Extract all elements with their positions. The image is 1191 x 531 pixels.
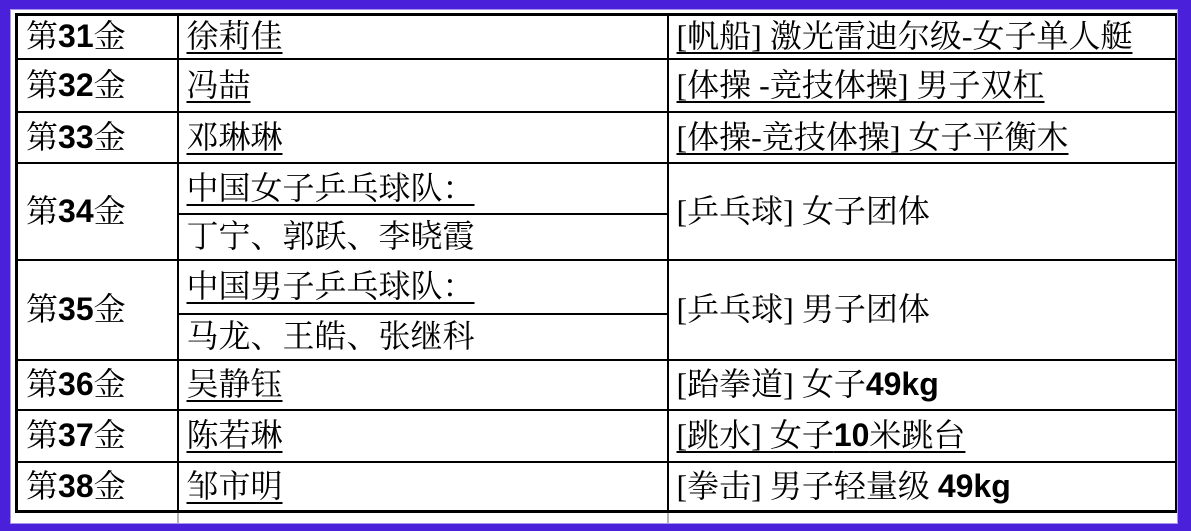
event-cell (668, 462, 1177, 512)
table-row (17, 15, 1177, 59)
event-cell (668, 163, 1177, 260)
athlete-cell (178, 462, 668, 512)
medal-number: 第37金 (26, 417, 126, 454)
team-name-link[interactable]: 中国男子乒乓球队： (186, 268, 475, 305)
team-members-cell (178, 214, 668, 260)
team-name-cell (178, 260, 668, 314)
table-row (17, 163, 1177, 214)
table-row (17, 360, 1177, 410)
athlete-cell (178, 360, 668, 410)
athlete-cell (178, 410, 668, 462)
team-name-link[interactable]: 中国女子乒乓球队： (186, 169, 475, 206)
medal-number: 第34金 (26, 192, 126, 229)
team-members-text: 丁宁、郭跃、李晓霞 (186, 218, 475, 255)
event-cell (668, 260, 1177, 360)
athlete-link[interactable]: 邓琳琳 (186, 118, 283, 155)
team-name-cell (178, 163, 668, 214)
event-cell (668, 59, 1177, 112)
event-text: [乒乓球] 女子团体 (676, 192, 930, 229)
medal-number: 第31金 (26, 18, 126, 55)
column-divider (667, 513, 669, 524)
table-row (17, 462, 1177, 512)
athlete-link[interactable]: 邹市明 (186, 467, 283, 504)
event-cell (668, 360, 1177, 410)
event-cell (668, 15, 1177, 59)
athlete-link[interactable]: 徐莉佳 (186, 18, 283, 55)
athlete-link[interactable]: 冯喆 (186, 66, 251, 103)
team-members-cell (178, 314, 668, 360)
medal-number-cell (17, 112, 178, 163)
event-text: [跆拳道] 女子49kg (676, 366, 939, 403)
athlete-cell (178, 112, 668, 163)
medal-number: 第33金 (26, 118, 126, 155)
medal-number: 第36金 (26, 366, 126, 403)
medal-number-cell (17, 15, 178, 59)
event-link[interactable]: [体操 -竞技体操] 男子双杠 (676, 66, 1045, 103)
medal-number-cell (17, 163, 178, 260)
medal-number-cell (17, 410, 178, 462)
athlete-cell (178, 15, 668, 59)
table-row (17, 112, 1177, 163)
medal-number: 第35金 (26, 291, 126, 328)
event-text: [拳击] 男子轻量级 49kg (676, 467, 1011, 504)
gold-medal-table (15, 13, 1178, 513)
event-cell (668, 410, 1177, 462)
medal-number-cell (17, 260, 178, 360)
column-divider (177, 513, 179, 524)
medal-number-cell (17, 360, 178, 410)
athlete-cell (178, 59, 668, 112)
event-cell (668, 112, 1177, 163)
table-row (17, 410, 1177, 462)
medal-number: 第38金 (26, 467, 126, 504)
partial-next-row (10, 513, 1178, 524)
table-row (17, 59, 1177, 112)
medal-number: 第32金 (26, 66, 126, 103)
event-text: [乒乓球] 男子团体 (676, 291, 930, 328)
event-link[interactable]: [帆船] 激光雷迪尔级-女子单人艇 (676, 18, 1133, 55)
athlete-link[interactable]: 陈若琳 (186, 417, 283, 454)
event-link[interactable]: [跳水] 女子10米跳台 (676, 417, 966, 454)
athlete-link[interactable]: 吴静钰 (186, 366, 283, 403)
table-row (17, 260, 1177, 314)
medal-number-cell (17, 59, 178, 112)
event-link[interactable]: [体操-竞技体操] 女子平衡木 (676, 118, 1069, 155)
medal-number-cell (17, 462, 178, 512)
team-members-text: 马龙、王皓、张继科 (186, 318, 475, 355)
